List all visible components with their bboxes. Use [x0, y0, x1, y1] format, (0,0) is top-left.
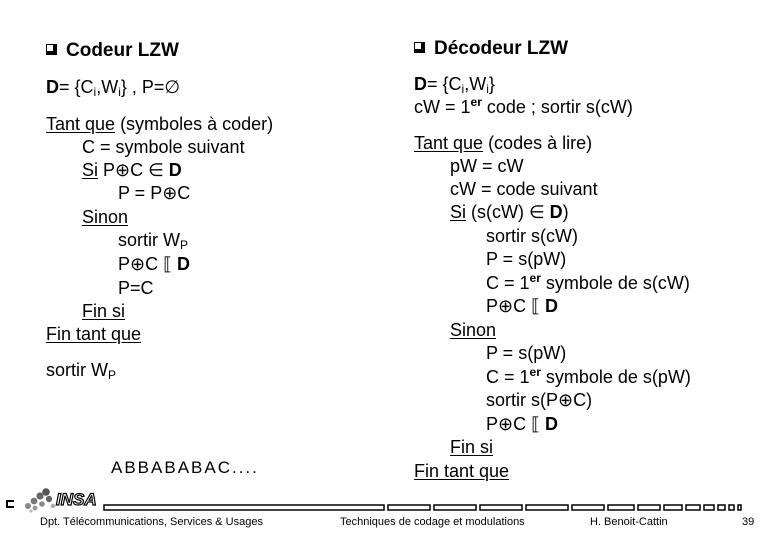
decoder-endloop: Fin tant que [414, 461, 510, 481]
decoder-first-code: cW = 1er code ; sortir s(cW) [414, 95, 633, 117]
encoder-endloop: Fin tant que [46, 324, 142, 344]
page-number: 39 [742, 516, 755, 528]
decoder-if: Si (s(cW) ∈ D ) [450, 202, 569, 222]
decoder-endif: Fin si [450, 437, 494, 457]
decoder-else-p: P = s(pW) [486, 343, 567, 363]
encoder-loop: Tant que (symboles à coder) [46, 114, 274, 134]
footer-author: H. Benoit-Cattin [590, 516, 668, 528]
footer-dash-line [0, 497, 780, 513]
encoder-emit: sortir $W_P$ [118, 230, 189, 252]
square-bullet-icon [414, 42, 425, 53]
encoder-add-dict: P⊕C ⟦ D [118, 254, 189, 274]
sample-sequence: ABBABABAC.... [111, 458, 259, 477]
encoder-then-assign: P = P⊕C [118, 183, 191, 203]
decoder-then-c: C = 1er symbole de s(cW) [486, 271, 690, 293]
decoder-then-p: P = s(pW) [486, 249, 567, 269]
encoder-endif: Fin si [82, 301, 126, 321]
footer-course: Techniques de codage et modulations [340, 516, 525, 528]
decoder-loop: Tant que (codes à lire) [414, 133, 593, 153]
decoder-else-c: C = 1er symbole de s(pW) [486, 365, 691, 387]
decoder-save-prev: pW = cW [450, 156, 524, 176]
decoder-title: Décodeur LZW [414, 38, 568, 60]
decoder-then-add: P⊕C ⟦ D [486, 296, 557, 316]
encoder-final-emit: sortir $W_P$ [46, 360, 117, 382]
decoder-next-code: cW = code suivant [450, 179, 598, 199]
encoder-dict-init: $D = \{C_i,W_i\}$ , P=∅ [46, 77, 181, 99]
encoder-title: Codeur LZW [46, 40, 179, 62]
insa-logo: INSA [22, 487, 106, 513]
decoder-dict-init: $D = \{C_i,W_i\}$ [414, 74, 495, 96]
encoder-if: Si P⊕C ∈ D [82, 160, 180, 180]
decoder-then-emit: sortir s(cW) [486, 226, 578, 246]
encoder-reset: P=C [118, 278, 154, 298]
decoder-else: Sinon [450, 320, 497, 340]
square-bullet-icon [46, 44, 57, 55]
footer-department: Dpt. Télécommunications, Services & Usages [40, 516, 263, 528]
encoder-next-symbol: C = symbole suivant [82, 137, 245, 157]
decoder-else-add: P⊕C ⟦ D [486, 414, 557, 434]
decoder-else-emit: sortir s(P⊕C) [486, 390, 593, 410]
encoder-else: Sinon [82, 207, 129, 227]
